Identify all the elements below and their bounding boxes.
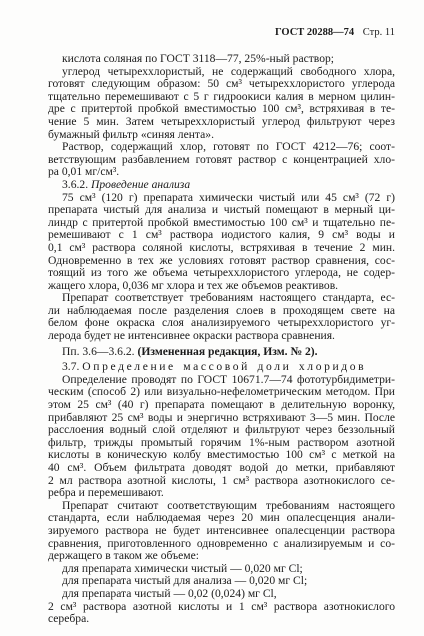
paragraph-chlorine-solution <box>48 141 395 179</box>
text-line: Препарат соответствует требованиям настоящего стандарта, ес- <box>62 291 395 305</box>
text-line: чение 5 мин. Затем четыреххлористый углерод фильтруют через <box>48 114 395 128</box>
text-line: готовят следующим образом: 50 см³ четыреххлористого углерода <box>48 77 395 91</box>
paragraph-procedure-3-6-2 <box>48 192 395 293</box>
text-line: держащего в таком же объеме: <box>48 549 199 563</box>
paragraph-reagents-added <box>48 601 395 626</box>
text-line: белом фоне окраска слоя анализируемого четыреххлористого уг- <box>48 316 395 330</box>
text-line: прибавляют 25 см³ воды и энергично встряхивают 3—5 мин. После <box>48 410 395 424</box>
page-number: Стр. 11 <box>362 27 395 38</box>
text-line: бумажный фильтр «синяя лента». <box>48 127 214 141</box>
list-item: для препарата чистый для анализа — 0,020 мг Cl; <box>62 574 308 588</box>
text-line: стандарта, если наблюдаемая через 20 мин опалесценция анали- <box>48 511 395 525</box>
paragraph-acceptance-3-7 <box>48 500 395 563</box>
text-line: ли наблюдаемая после разделения слоев в проходящем свете на <box>48 303 395 317</box>
text-line: зируемого раствора не будет интенсивнее опалесценции раствора <box>48 523 395 537</box>
text-line: расслоения водный слой отделяют и фильтруют через беззольный <box>48 423 395 437</box>
running-header <box>275 27 395 39</box>
text-line: дре с притертой пробкой вместимостью 100 см³, встряхивая в те- <box>48 102 395 116</box>
text-line: ческим (способ 2) или визуально-нефелометрическим методом. При <box>48 385 395 399</box>
text-line: ребра и перемешивают. <box>48 486 164 500</box>
text-line: кислоты в коническую колбу вместимостью 100 см³ с меткой на <box>48 448 395 462</box>
list-item: для препарата химически чистый — 0,020 мг Cl; <box>62 561 303 575</box>
paragraph-procedure-3-7 <box>48 374 395 500</box>
amendment-note <box>48 346 395 359</box>
text-line: Препарат считают соответствующим требованиям настоящего <box>62 498 395 512</box>
amendment-ref: Пп. 3.6—3.6.2. <box>62 344 135 358</box>
heading-3-6-2 <box>48 179 395 192</box>
text-line: линдр с притертой пробкой вместимостью 100 см³ и тщательно пе- <box>48 215 395 229</box>
list-item: для препарата чистый — 0,02 (0,024) мг Cl, <box>62 586 277 600</box>
text-line: углерод четыреххлористый, не содержащий свободного хлора, <box>62 64 395 78</box>
amendment-text: (Измененная редакция, Изм. № 2). <box>137 344 318 358</box>
text-line: 2 см³ раствора азотной кислоты и 1 см³ раствора азотнокислого <box>48 599 395 613</box>
paragraph-carbon-tetrachloride <box>48 66 395 142</box>
text-line: 75 см³ (120 г) препарата химически чистый или 45 см³ (72 г) <box>62 190 395 204</box>
list-chloride-limits <box>48 563 395 601</box>
text-line: жащего хлора, 0,036 мг хлора и тех же объемов реактивов. <box>48 278 339 292</box>
text-line: тоящий из того же объема четыреххлористого углерода, не содер- <box>48 266 395 280</box>
section-number: 3.6.2. <box>62 177 89 191</box>
text-line: 0,1 см³ раствора соляной кислоты, встряхивая в течение 2 мин. <box>48 240 395 254</box>
text-line: фильтр, трижды промытый горячим 1%-ным раствором азотной <box>48 435 395 449</box>
text-line: ветствующим разбавлением готовят раствор с концентрацией хло- <box>48 152 395 166</box>
paragraph-acceptance-3-6-2 <box>48 292 395 342</box>
heading-3-7 <box>48 361 395 374</box>
text-line: Определение проводят по ГОСТ 10671.7—74 фототурбидиметри- <box>62 372 395 386</box>
text-line: 40 см³. Объем фильтрата доводят водой до метки, прибавляют <box>48 461 395 474</box>
text-line: серебра. <box>48 612 90 626</box>
text-line: кислота соляная по ГОСТ 3118—77, 25%-ный раствор; <box>62 52 335 65</box>
text-line: Раствор, содержащий хлор, готовят по ГОСТ 4212—76; соот- <box>62 140 395 154</box>
section-number: 3.7. <box>62 360 80 374</box>
text-line: тщательно перемешивают с 5 г гидроокиси калия в мерном цилин- <box>48 89 395 103</box>
text-line: Одновременно в тех же условиях готовят раствор сравнения, сос- <box>48 253 395 267</box>
text-line: 2 мл раствора азотной кислоты, 1 см³ раствора азотнокислого се- <box>48 473 395 487</box>
text-line: лерода будет не интенсивнее окраски раствора сравнения. <box>48 329 335 343</box>
text-line: ремешивают с 1 см³ раствора иодистого калия, 9 см³ воды и <box>48 228 395 242</box>
body-text <box>48 53 395 626</box>
text-line: препарата чистый для анализа и чистый помещают в мерный ци- <box>48 203 395 217</box>
standard-number: ГОСТ 20288—74 <box>274 27 355 38</box>
text-line: ра 0,01 мг/см³. <box>48 165 120 179</box>
section-title: Проведение анализа <box>91 177 191 191</box>
paragraph-hydrochloric-acid <box>48 53 395 66</box>
text-line: этом 25 см³ (40 г) препарата помещают в делительную воронку, <box>48 398 395 412</box>
text-line: сравнения, приготовленного одновременно с анализируемым и со- <box>48 536 395 550</box>
section-title: Определение массовой доли хлоридов <box>82 360 367 374</box>
